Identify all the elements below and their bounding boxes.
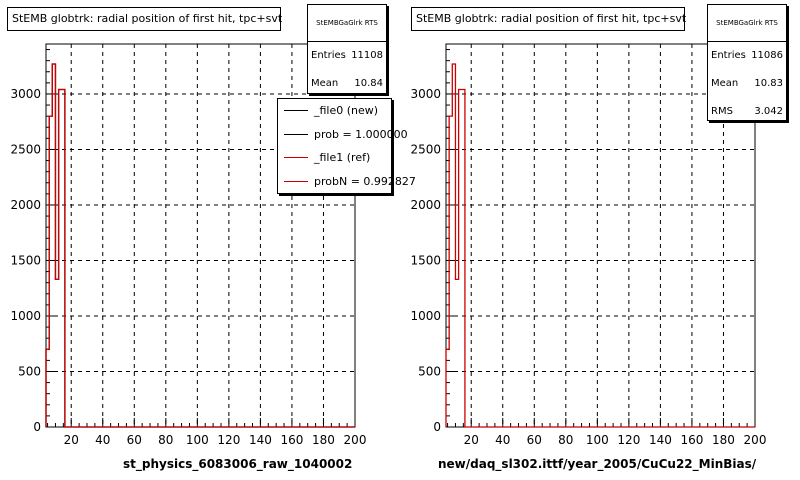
y-tick-label: 500	[418, 364, 441, 379]
x-tick-label: 120	[617, 433, 641, 447]
legend-entry	[278, 146, 391, 170]
x-tick-label: 80	[558, 433, 574, 447]
stats-row-entries	[308, 42, 386, 70]
stats-value: 10.84	[354, 78, 383, 89]
legend-swatch	[284, 134, 308, 135]
x-tick-label: 100	[185, 433, 209, 447]
x-tick-label: 200	[343, 433, 367, 447]
x-tick-label: 200	[743, 433, 767, 447]
legend-swatch	[284, 110, 308, 111]
stats-label: Entries	[311, 50, 346, 61]
x-tick-label: 60	[526, 433, 542, 447]
stats-box-left	[307, 4, 387, 94]
stats-value: 3.042	[754, 106, 783, 117]
y-tick-label: 3000	[10, 86, 41, 101]
stats-row-mean	[308, 70, 386, 98]
legend-entry	[278, 123, 408, 147]
y-tick-label: 0	[33, 420, 41, 434]
x-tick-label: 140	[248, 433, 272, 447]
x-tick-label: 160	[280, 433, 304, 447]
x-tick-label: 80	[158, 433, 174, 447]
stats-row-mean	[708, 70, 786, 98]
x-tick-label: 180	[712, 433, 735, 447]
x-tick-label: 160	[680, 433, 704, 447]
stats-value: 10.83	[754, 78, 783, 89]
legend-swatch	[284, 157, 308, 158]
x-tick-label: 20	[63, 433, 79, 447]
y-tick-label: 2000	[410, 197, 441, 212]
x-axis-title-left: st_physics_6083006_raw_1040002	[123, 457, 353, 471]
stats-label: Entries	[711, 50, 746, 61]
stats-box-right	[707, 4, 787, 121]
stats-label: Mean	[711, 78, 739, 89]
y-tick-label: 1000	[410, 308, 441, 323]
stats-name: StEMBGaGlrk RTS	[308, 5, 386, 42]
legend-left	[277, 98, 416, 194]
y-tick-label: 1000	[10, 308, 41, 323]
plot-title-right: StEMB globtrk: radial position of first hit, tpc+svt	[411, 7, 685, 31]
stats-name: StEMBGaGlrk RTS	[708, 5, 786, 42]
stats-label: Mean	[311, 78, 339, 89]
stats-label: RMS	[711, 106, 733, 117]
legend-label: prob = 1.000000	[314, 127, 408, 141]
x-tick-label: 40	[495, 433, 511, 447]
y-tick-label: 2000	[10, 197, 41, 212]
legend-entry	[278, 99, 391, 123]
stats-row-entries	[708, 42, 786, 70]
legend-label: probN = 0.992827	[314, 174, 416, 188]
stats-value: 11086	[751, 50, 783, 61]
plot-title-left: StEMB globtrk: radial position of first hit, tpc+svt	[7, 7, 281, 31]
legend-swatch	[284, 181, 308, 182]
legend-entry	[278, 170, 416, 194]
legend-label: _file1 (ref)	[314, 151, 371, 165]
y-tick-label: 0	[433, 420, 441, 434]
x-tick-label: 180	[312, 433, 335, 447]
y-tick-label: 1500	[410, 253, 441, 268]
x-tick-label: 100	[585, 433, 609, 447]
y-tick-label: 1500	[10, 253, 41, 268]
y-tick-label: 2500	[10, 142, 41, 157]
stats-row-rms	[708, 98, 786, 126]
x-tick-label: 120	[217, 433, 241, 447]
x-axis-title-right: new/daq_sl302.ittf/year_2005/CuCu22_MinBias/	[438, 457, 757, 471]
y-tick-label: 2500	[410, 142, 441, 157]
stats-value: 11108	[351, 50, 383, 61]
x-tick-label: 60	[126, 433, 142, 447]
x-tick-label: 40	[95, 433, 111, 447]
y-tick-label: 500	[18, 364, 41, 379]
legend-label: _file0 (new)	[314, 104, 379, 118]
x-tick-label: 20	[463, 433, 479, 447]
x-tick-label: 140	[648, 433, 672, 447]
y-tick-label: 3000	[410, 86, 441, 101]
